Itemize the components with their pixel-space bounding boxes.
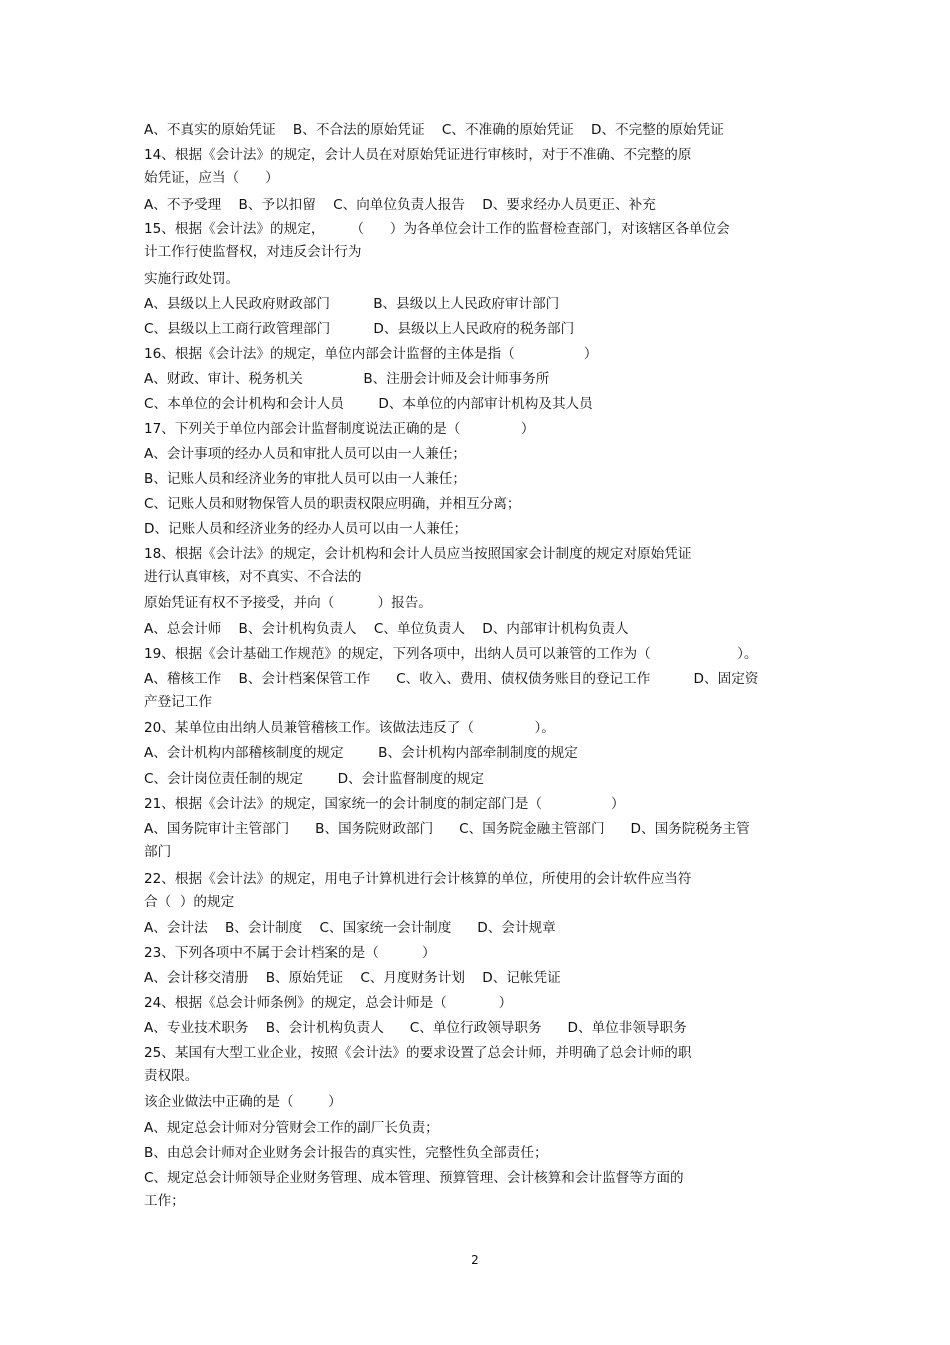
text-line: 原始凭证有权不予接受，并向（ ）报告。: [144, 595, 432, 611]
text-line: A、会计机构内部稽核制度的规定 B、会计机构内部牵制制度的规定: [144, 745, 578, 761]
text-line: A、专业技术职务 B、会计机构负责人 C、单位行政领导职务 D、单位非领导职务: [144, 1020, 687, 1036]
text-line: A、会计移交清册 B、原始凭证 C、月度财务计划 D、记帐凭证: [144, 970, 561, 986]
text-line: 实施行政处罚。: [144, 271, 240, 287]
text-line: 14、根据《会计法》的规定，会计人员在对原始凭证进行审核时，对于不准确、不完整的原: [144, 147, 692, 163]
text-line: 18、根据《会计法》的规定，会计机构和会计人员应当按照国家会计制度的规定对原始凭证: [144, 546, 692, 562]
text-line: C、记账人员和财物保管人员的职责权限应明确，并相互分离；: [144, 496, 521, 512]
text-line: 23、下列各项中不属于会计档案的是（ ）: [144, 945, 436, 961]
page-number: 2: [471, 1253, 479, 1267]
text-line: 17、下列关于单位内部会计监督制度说法正确的是（ ）: [144, 421, 535, 437]
text-line: 进行认真审核，对不真实、不合法的: [144, 569, 362, 585]
text-line: 计工作行使监督权，对违反会计行为: [144, 244, 362, 260]
text-line: 24、根据《总会计师条例》的规定，总会计师是（ ）: [144, 995, 513, 1011]
text-line: A、总会计师 B、会计机构负责人 C、单位负责人 D、内部审计机构负责人: [144, 621, 629, 637]
text-line: A、不真实的原始凭证 B、不合法的原始凭证 C、不准确的原始凭证 D、不完整的原始凭证: [144, 122, 724, 138]
text-line: D、记账人员和经济业务的经办人员可以由一人兼任；: [144, 521, 468, 537]
text-line: B、由总会计师对企业财务会计报告的真实性，完整性负全部责任；: [144, 1145, 548, 1161]
text-line: C、县级以上工商行政管理部门 D、县级以上人民政府的税务部门: [144, 321, 575, 337]
text-line: 16、根据《会计法》的规定，单位内部会计监督的主体是指（ ）: [144, 346, 598, 362]
text-line: 工作；: [144, 1193, 185, 1209]
text-line: 22、根据《会计法》的规定，用电子计算机进行会计核算的单位，所使用的会计软件应当符: [144, 871, 692, 887]
text-line: 19、根据《会计基础工作规范》的规定，下列各项中，出纳人员可以兼管的工作为（ ）。: [144, 646, 758, 662]
text-line: C、规定总会计师领导企业财务管理、成本管理、预算管理、会计核算和会计监督等方面的: [144, 1170, 684, 1186]
text-line: B、记账人员和经济业务的审批人员可以由一人兼任；: [144, 471, 466, 487]
text-line: 始凭证，应当（ ）: [144, 170, 279, 186]
text-line: 部门: [144, 844, 172, 860]
text-line: 25、某国有大型工业企业，按照《会计法》的要求设置了总会计师，并明确了总会计师的职: [144, 1045, 692, 1061]
text-line: A、会计法 B、会计制度 C、国家统一会计制度 D、会计规章: [144, 920, 556, 936]
text-line: 21、根据《会计法》的规定，国家统一的会计制度的制定部门是（ ）: [144, 796, 625, 812]
text-line: 该企业做法中正确的是（ ）: [144, 1094, 342, 1110]
text-line: A、国务院审计主管部门 B、国务院财政部门 C、国务院金融主管部门 D、国务院税务主管: [144, 821, 750, 837]
text-line: A、不予受理 B、予以扣留 C、向单位负责人报告 D、要求经办人员更正、补充: [144, 197, 656, 213]
text-line: A、会计事项的经办人员和审批人员可以由一人兼任；: [144, 446, 466, 462]
text-line: 责权限。: [144, 1068, 199, 1084]
text-line: A、规定总会计师对分管财会工作的副厂长负责；: [144, 1120, 439, 1136]
text-line: A、稽核工作 B、会计档案保管工作 C、收入、费用、债权债务账目的登记工作 D、固定资: [144, 671, 759, 687]
text-line: A、财政、审计、税务机关 B、注册会计师及会计师事务所: [144, 371, 550, 387]
text-line: 15、根据《会计法》的规定， （ ）为各单位会计工作的监督检查部门，对该辖区各单位会: [144, 221, 730, 237]
text-line: 20、某单位由出纳人员兼管稽核工作。该做法违反了（ ）。: [144, 720, 555, 736]
text-line: A、县级以上人民政府财政部门 B、县级以上人民政府审计部门: [144, 296, 560, 312]
text-line: C、会计岗位责任制的规定 D、会计监督制度的规定: [144, 771, 484, 787]
text-line: C、本单位的会计机构和会计人员 D、本单位的内部审计机构及其人员: [144, 396, 593, 412]
text-line: 合（ ）的规定: [144, 894, 235, 910]
text-line: 产登记工作: [144, 694, 212, 710]
